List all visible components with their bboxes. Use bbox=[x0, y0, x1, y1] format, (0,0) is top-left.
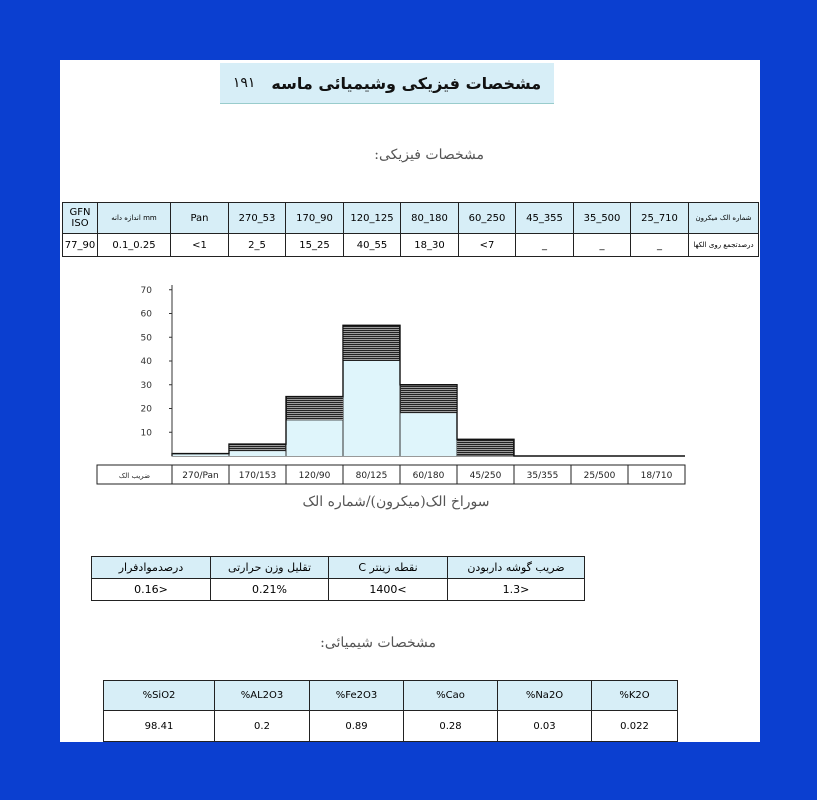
document-page bbox=[60, 60, 760, 742]
chemical-header-cell: %K2O bbox=[592, 681, 678, 711]
sieve-header-cell: Pan bbox=[171, 203, 229, 234]
chemical-heading: مشخصات شیمیائی: bbox=[320, 635, 436, 651]
properties-value-cell: <0.16 bbox=[92, 579, 211, 601]
sieve-header-cell: 25_710 bbox=[631, 203, 689, 234]
x-category-label: 60/180 bbox=[412, 471, 445, 481]
page-title: مشخصات فیزیکی وشیمیائی ماسه bbox=[271, 73, 542, 93]
sieve-value-cell: _ bbox=[574, 234, 631, 257]
chemical-value-cell: 0.2 bbox=[215, 711, 310, 742]
properties-value-cell: >1400 bbox=[329, 579, 448, 601]
chemical-value-cell: 0.89 bbox=[310, 711, 404, 742]
properties-value-cell: 0.21% bbox=[211, 579, 329, 601]
properties-value-row bbox=[92, 579, 585, 601]
y-tick-label: 40 bbox=[140, 357, 152, 367]
x-axis-title: سوراخ الک(میکرون)/شماره الک bbox=[302, 494, 490, 510]
properties-header-cell: ضریب گوشه داربودن bbox=[448, 557, 585, 579]
y-tick-label: 50 bbox=[140, 333, 152, 344]
x-category-label: 45/250 bbox=[469, 471, 502, 481]
sieve-header-cell: 60_250 bbox=[459, 203, 516, 234]
title-banner bbox=[220, 63, 554, 104]
sieve-table bbox=[62, 202, 759, 257]
sieve-header-cell: شماره الک میکرون bbox=[689, 203, 759, 234]
x-category-label: 80/125 bbox=[355, 471, 388, 481]
y-tick-label: 30 bbox=[140, 380, 152, 391]
properties-value-cell: <1.3 bbox=[448, 579, 585, 601]
properties-header-cell: درصدموادفرار bbox=[92, 557, 211, 579]
sieve-value-row bbox=[63, 234, 759, 257]
chemical-header-cell: %SiO2 bbox=[104, 681, 215, 711]
sieve-value-cell: 18_30 bbox=[401, 234, 459, 257]
sieve-header-cell: اندازه دانه mm bbox=[98, 203, 171, 234]
chemical-header-cell: %Fe2O3 bbox=[310, 681, 404, 711]
properties-header-cell: تقلیل وزن حرارتی bbox=[211, 557, 329, 579]
physical-heading: مشخصات فیزیکی: bbox=[374, 147, 484, 163]
y-tick-label: 10 bbox=[140, 428, 152, 439]
sieve-value-cell: <7 bbox=[459, 234, 516, 257]
x-row-label: ضریب الک bbox=[118, 472, 151, 480]
chemical-header-row bbox=[104, 681, 678, 711]
bar-range-low bbox=[401, 413, 457, 456]
chemical-value-cell: 0.03 bbox=[498, 711, 592, 742]
x-category-label: 25/500 bbox=[583, 471, 616, 481]
chemical-header-cell: %Na2O bbox=[498, 681, 592, 711]
y-tick-label: 60 bbox=[140, 309, 152, 320]
sieve-header-cell: 270_53 bbox=[229, 203, 286, 234]
sieve-value-cell: _ bbox=[516, 234, 574, 257]
chemical-table bbox=[103, 680, 678, 742]
sieve-value-cell: <1 bbox=[171, 234, 229, 257]
properties-header-cell: نقطه زینتر C bbox=[329, 557, 448, 579]
chemical-header-cell: %Cao bbox=[404, 681, 498, 711]
bar-range-low bbox=[287, 420, 343, 456]
bar-range-low bbox=[230, 451, 286, 456]
sieve-value-cell: _ bbox=[631, 234, 689, 257]
sieve-value-cell: 2_5 bbox=[229, 234, 286, 257]
properties-table bbox=[91, 556, 585, 601]
properties-header-row bbox=[92, 557, 585, 579]
sieve-value-cell: 15_25 bbox=[286, 234, 344, 257]
sieve-value-cell: درصدتجمع روی الکها bbox=[689, 234, 759, 257]
x-category-label: 170/153 bbox=[238, 471, 277, 481]
chart-plot-area bbox=[97, 285, 685, 510]
sieve-distribution-chart bbox=[60, 280, 760, 520]
x-category-label: 120/90 bbox=[298, 471, 331, 481]
chemical-header-cell: %AL2O3 bbox=[215, 681, 310, 711]
sieve-value-cell: 77_90 bbox=[63, 234, 98, 257]
y-tick-label: 20 bbox=[140, 404, 152, 415]
chemical-value-cell: 98.41 bbox=[104, 711, 215, 742]
chemical-value-cell: 0.022 bbox=[592, 711, 678, 742]
sieve-header-cell: 80_180 bbox=[401, 203, 459, 234]
bar-range-high bbox=[457, 439, 514, 456]
y-tick-label: 70 bbox=[140, 285, 152, 296]
sieve-header-cell: 120_125 bbox=[344, 203, 401, 234]
sieve-value-cell: 0.1_0.25 bbox=[98, 234, 171, 257]
chemical-value-row bbox=[104, 711, 678, 742]
x-category-label: 35/355 bbox=[526, 471, 559, 481]
sieve-header-row bbox=[63, 203, 759, 234]
bar-range-low bbox=[344, 361, 400, 456]
chemical-value-cell: 0.28 bbox=[404, 711, 498, 742]
sieve-header-cell: 45_355 bbox=[516, 203, 574, 234]
x-category-label: 18/710 bbox=[640, 471, 673, 481]
sieve-header-cell: GFN ISO bbox=[63, 203, 98, 234]
sieve-value-cell: 40_55 bbox=[344, 234, 401, 257]
page-number: ۱۹۱ bbox=[232, 75, 256, 91]
sieve-header-cell: 170_90 bbox=[286, 203, 344, 234]
x-category-label: 270/Pan bbox=[182, 471, 219, 481]
sieve-header-cell: 35_500 bbox=[574, 203, 631, 234]
